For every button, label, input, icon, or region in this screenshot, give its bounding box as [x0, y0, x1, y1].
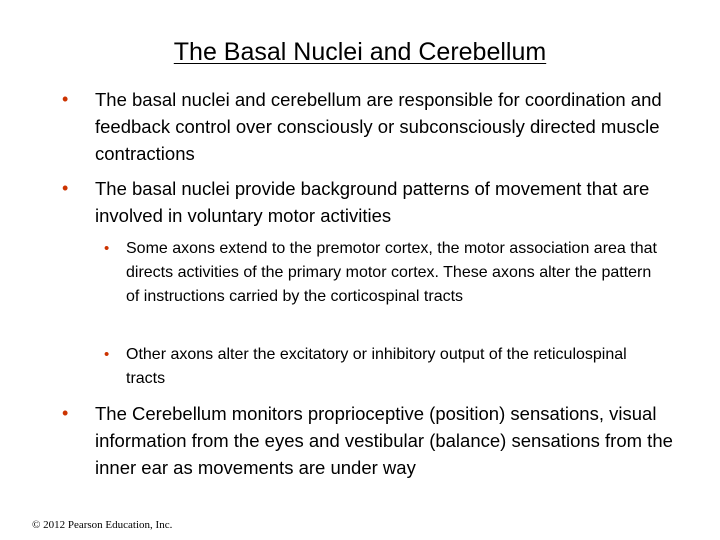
- bullet-text: Some axons extend to the premotor cortex, the motor association area that directs activities of the primary motor cortex. These axons alter the pattern of instructions carried by the corticospinal tracts: [126, 240, 657, 306]
- bullet-text: The basal nuclei and cerebellum are responsible for coordination and feedback control over consciously or subconsciously directed muscle contractions: [95, 89, 662, 164]
- bullet-text: Other axons alter the excitatory or inhibitory output of the reticulospinal tracts: [126, 346, 627, 388]
- bullet-text: The basal nuclei provide background patterns of movement that are involved in voluntary motor activities: [95, 178, 650, 226]
- sub-bullet-item-1: [104, 237, 664, 310]
- slide-title-text: The Basal Nuclei and Cerebellum: [173, 38, 547, 66]
- bullet-item-3: [62, 400, 682, 481]
- bullet-dot-icon: •: [104, 240, 110, 257]
- bullet-dot-icon: •: [104, 346, 110, 363]
- copyright-footer: © 2012 Pearson Education, Inc.: [32, 519, 173, 531]
- sub-bullet-item-2: [104, 343, 664, 391]
- slide-title: [0, 36, 720, 68]
- bullet-dot-icon: •: [62, 89, 69, 109]
- bullet-text: The Cerebellum monitors proprioceptive (position) sensations, visual information from the eyes and vestibular (balance) sensations from the inner ear as movements are under way: [95, 403, 673, 478]
- bullet-item-2: [62, 175, 682, 229]
- bullet-dot-icon: •: [62, 178, 69, 198]
- bullet-item-1: [62, 86, 682, 167]
- bullet-dot-icon: •: [62, 403, 69, 423]
